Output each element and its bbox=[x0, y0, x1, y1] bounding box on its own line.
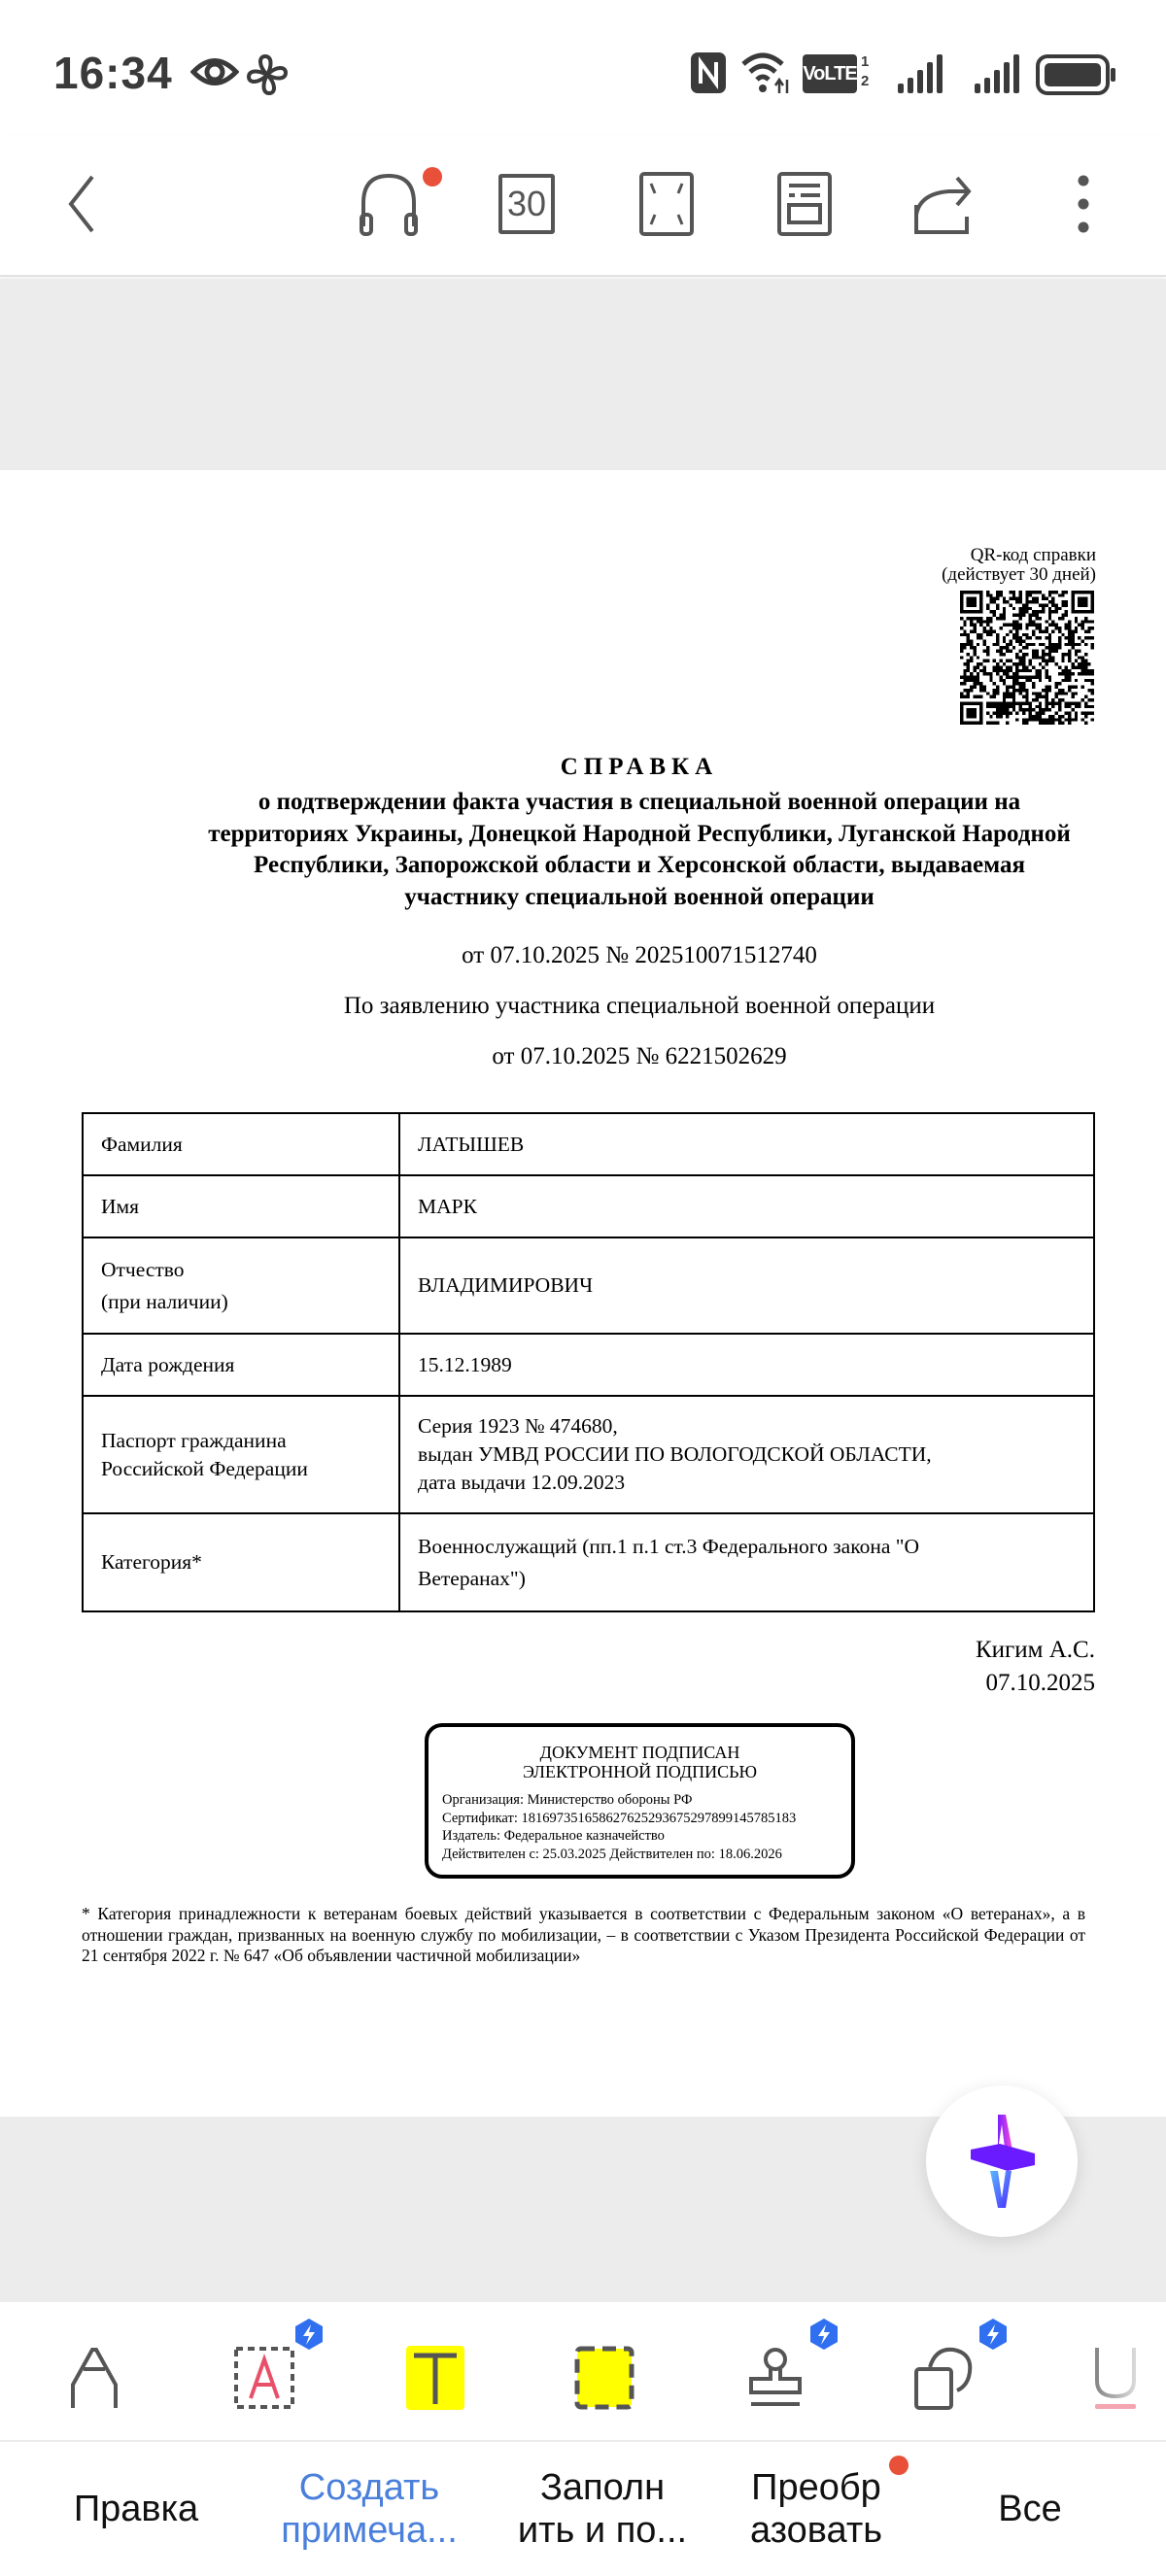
footnote: * Категория принадлежности к ветеранам боевых действий указывается в соответствии с Федеральным законом «О ветеранах», а в отношении граждан, призванных на военную службу по мобилизации, – в соответствии с Указом Президента Российской Федерации от 21 сентября 2022 г. № 647 «Об объявлении частичной мобилизации» bbox=[82, 1904, 1085, 1965]
esign-organization: Организация: Министерство обороны РФ bbox=[442, 1792, 693, 1808]
qr-caption-line1: QR-код справки bbox=[970, 545, 1096, 565]
eye-icon bbox=[190, 55, 239, 88]
qr-caption-line2: (действует 30 дней) bbox=[942, 564, 1096, 585]
app-toolbar bbox=[0, 136, 1166, 277]
row-label: Дата рождения bbox=[83, 1334, 399, 1396]
electronic-signature-stamp bbox=[425, 1723, 855, 1879]
esign-title: ДОКУМЕНТ ПОДПИСАН ЭЛЕКТРОННОЙ ПОДПИСЬЮ bbox=[523, 1743, 757, 1781]
underline-icon bbox=[1091, 2346, 1140, 2410]
signal-sim1-icon bbox=[896, 52, 948, 95]
fit-screen-button[interactable] bbox=[628, 165, 705, 243]
esign-certificate: Сертификат: 181697351658627625293675297899145785183 bbox=[442, 1810, 797, 1826]
more-options-button[interactable] bbox=[1045, 165, 1122, 243]
nav-annotate[interactable]: Создать примеча... bbox=[281, 2467, 458, 2551]
row-label: Категория* bbox=[83, 1513, 399, 1611]
nav-fill-sign[interactable]: Заполн ить и по... bbox=[517, 2467, 688, 2551]
area-highlight-icon bbox=[574, 2346, 634, 2410]
tool-text-highlight[interactable] bbox=[387, 2329, 484, 2426]
esign-issuer: Издатель: Федеральное казначейство bbox=[442, 1828, 665, 1844]
qr-modules bbox=[960, 591, 1094, 725]
tool-underline[interactable] bbox=[1067, 2329, 1164, 2426]
tool-shapes[interactable] bbox=[896, 2329, 993, 2426]
premium-bolt-icon bbox=[977, 2318, 1009, 2351]
esign-validity: Действителен с: 25.03.2025 Действителен по: 18.06.2026 bbox=[442, 1846, 782, 1862]
table-row-category bbox=[83, 1513, 1094, 1611]
text-highlight-icon bbox=[406, 2346, 464, 2410]
more-vertical-icon bbox=[1077, 174, 1090, 234]
nav-all[interactable]: Все bbox=[998, 2489, 1062, 2529]
signer-name: Кигим А.С. bbox=[976, 1637, 1095, 1663]
back-chevron-icon bbox=[63, 173, 102, 235]
page-number-icon: 30 bbox=[498, 174, 555, 234]
volte-icon: VoLTE bbox=[803, 54, 857, 93]
tool-pen[interactable] bbox=[46, 2329, 143, 2426]
stamp-icon bbox=[745, 2346, 806, 2410]
row-value: 15.12.1989 bbox=[399, 1334, 1094, 1396]
table-row-patronymic bbox=[83, 1237, 1094, 1334]
fan-icon bbox=[245, 52, 290, 97]
signer-block bbox=[976, 1634, 1095, 1700]
application-number: от 07.10.2025 № 6221502629 bbox=[492, 1043, 787, 1069]
notification-dot bbox=[889, 2456, 909, 2475]
back-button[interactable] bbox=[44, 165, 121, 243]
table-row-name bbox=[83, 1175, 1094, 1237]
table-row-birthdate bbox=[83, 1334, 1094, 1396]
wifi-icon bbox=[740, 51, 793, 95]
personal-info-table bbox=[82, 1112, 1095, 1612]
document-subtitle: о подтверждении факта участия в специальной военной операции на территориях Украины, Донецкой Народной Республики, Луганской Народной Республики, Запорожской области и Херсонской области, выдаваемая участнику специальной военной операции bbox=[208, 789, 1071, 910]
table-row-surname bbox=[83, 1113, 1094, 1175]
tool-stamp[interactable] bbox=[727, 2329, 824, 2426]
share-button[interactable] bbox=[904, 165, 981, 243]
sim-slot-labels bbox=[861, 52, 873, 91]
row-value: Серия 1923 № 474680, выдан УМВД РОССИИ ПО ВОЛОГОДСКОЙ ОБЛАСТИ, дата выдачи 12.09.2023 bbox=[399, 1396, 1094, 1513]
row-label: Паспорт гражданина Российской Федерации bbox=[83, 1396, 399, 1513]
nfc-icon bbox=[689, 51, 728, 95]
page-jump-button[interactable] bbox=[488, 165, 566, 243]
sim2-label: 2 bbox=[861, 73, 870, 89]
nav-convert[interactable]: Преобр азовать bbox=[724, 2442, 909, 2576]
reading-mode-icon bbox=[777, 172, 832, 236]
qr-code bbox=[960, 591, 1094, 725]
document-number: от 07.10.2025 № 202510071512740 bbox=[462, 942, 817, 968]
signal-sim2-icon bbox=[973, 52, 1025, 95]
annotation-toolbar bbox=[0, 2302, 1166, 2440]
share-icon bbox=[910, 172, 975, 236]
tool-area-highlight[interactable] bbox=[556, 2329, 653, 2426]
premium-bolt-icon bbox=[808, 2318, 840, 2351]
row-label: Фамилия bbox=[83, 1113, 399, 1175]
listen-button[interactable] bbox=[350, 165, 428, 243]
fit-screen-icon bbox=[639, 172, 694, 236]
row-label: Имя bbox=[83, 1175, 399, 1237]
tool-text-box[interactable] bbox=[216, 2329, 313, 2426]
status-bar bbox=[0, 0, 1166, 136]
document-title: СПРАВКА bbox=[560, 754, 719, 780]
table-row-passport bbox=[83, 1396, 1094, 1513]
headphones-icon bbox=[358, 172, 420, 236]
row-label: Отчество (при наличии) bbox=[83, 1237, 399, 1334]
row-value: Военнослужащий (пп.1 п.1 ст.3 Федерального закона "О Ветеранах") bbox=[399, 1513, 1094, 1611]
ai-assistant-button[interactable] bbox=[926, 2085, 1078, 2237]
text-box-icon bbox=[233, 2346, 295, 2410]
row-value: ЛАТЫШЕВ bbox=[399, 1113, 1094, 1175]
sim1-label: 1 bbox=[861, 53, 870, 70]
application-line: По заявлению участника специальной военной операции bbox=[343, 993, 936, 1019]
row-value: МАРК bbox=[399, 1175, 1094, 1237]
signer-date: 07.10.2025 bbox=[985, 1670, 1095, 1696]
row-value: ВЛАДИМИРОВИЧ bbox=[399, 1237, 1094, 1334]
reading-mode-button[interactable] bbox=[766, 165, 843, 243]
esign-details bbox=[442, 1791, 838, 1863]
qr-caption bbox=[942, 546, 1096, 585]
shapes-icon bbox=[912, 2346, 977, 2410]
pen-icon bbox=[67, 2346, 121, 2410]
ai-sparkle-icon bbox=[963, 2113, 1041, 2210]
nav-edit[interactable]: Правка bbox=[73, 2489, 199, 2529]
bottom-navigation bbox=[0, 2442, 1166, 2576]
battery-icon bbox=[1036, 54, 1117, 95]
status-time: 16:34 bbox=[53, 48, 173, 98]
notification-dot bbox=[423, 167, 442, 186]
document-page[interactable] bbox=[0, 470, 1166, 2117]
premium-bolt-icon bbox=[293, 2318, 325, 2351]
